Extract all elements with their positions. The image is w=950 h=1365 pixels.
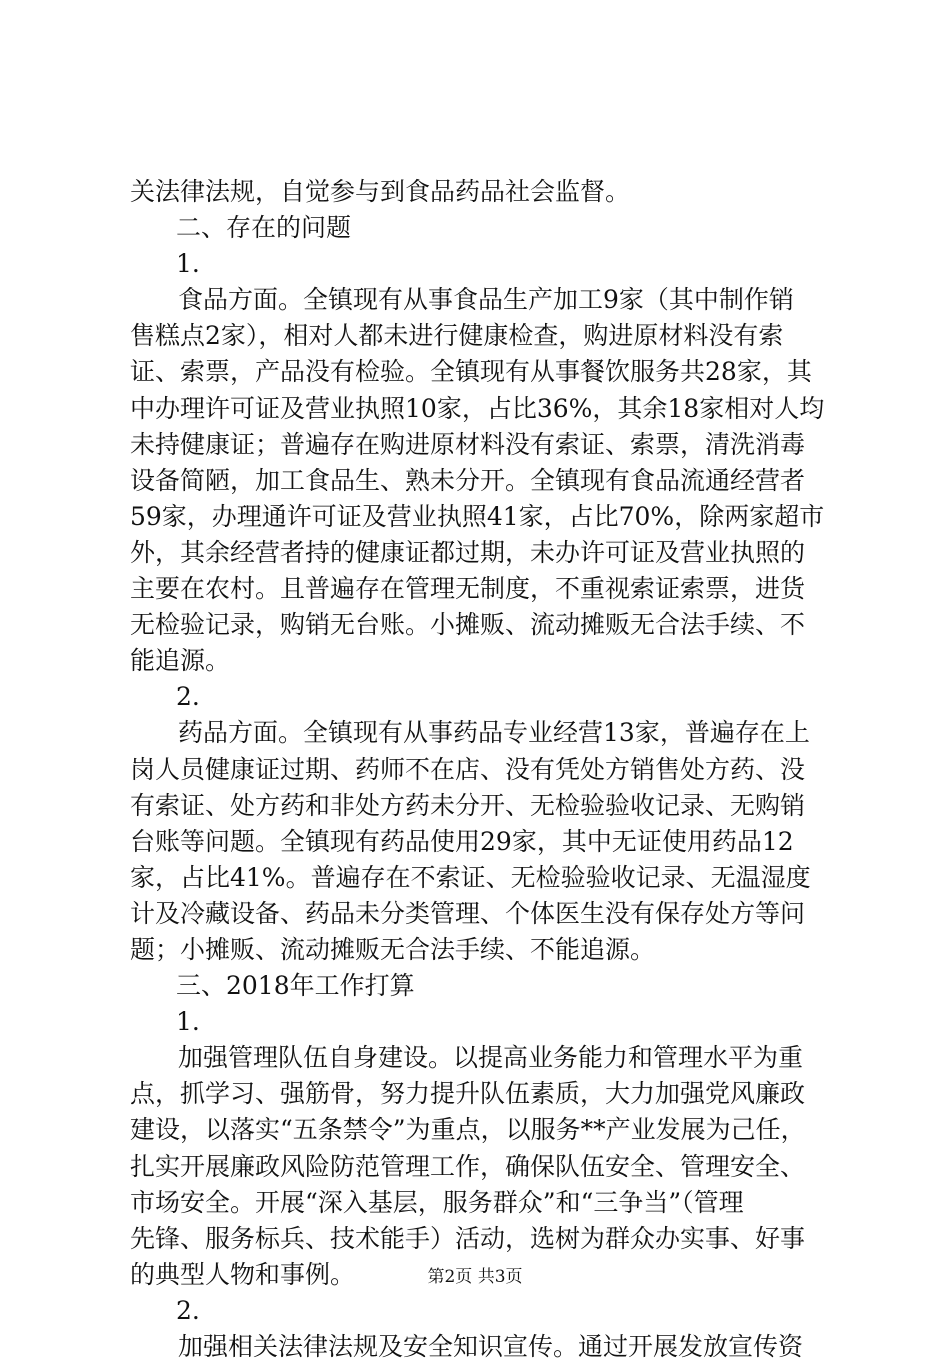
text-line: 能追源。 [130, 646, 231, 676]
text-line: 建设，以落实“五条禁令”为重点，以服务**产业发展为己任， [130, 1115, 806, 1145]
page-footer: 第2页 共3页 [427, 1267, 523, 1287]
text-line: 题；小摊贩、流动摊贩无合法手续、不能追源。 [130, 934, 656, 964]
text-line: 关法律法规，自觉参与到食品药品社会监督。 [130, 177, 631, 206]
text-line: 未持健康证；普遍存在购进原材料没有索证、索票，清洗消毒 [130, 429, 806, 459]
text-line: 台账等问题。全镇现有药品使用29家，其中无证使用药品12 [130, 826, 794, 856]
text-line: 2. [176, 1295, 200, 1325]
text-line: 1. [176, 249, 200, 279]
text-line: 设备简陋，加工食品生、熟未分开。全镇现有食品流通经营者 [130, 465, 806, 495]
text-line: 有索证、处方药和非处方药未分开、无检验验收记录、无购销 [130, 790, 806, 820]
text-line: 药品方面。全镇现有从事药品专业经营13家，普遍存在上 [178, 718, 810, 748]
document-body [130, 174, 835, 1365]
text-line: 扎实开展廉政风险防范管理工作，确保队伍安全、管理安全、 [130, 1151, 806, 1181]
text-line: 2. [176, 682, 200, 712]
text-line: 先锋、服务标兵、技术能手）活动，选树为群众办实事、好事 [130, 1223, 806, 1253]
text-line: 三、2018年工作打算 [176, 971, 415, 1001]
text-line: 59家，办理通许可证及营业执照41家，占比70%，除两家超市 [130, 501, 825, 531]
text-line: 中办理许可证及营业执照10家，占比36%，其余18家相对人均 [130, 393, 825, 423]
text-line: 市场安全。开展“深入基层，服务群众”和“三争当”（管理 [130, 1187, 744, 1217]
text-line: 点，抓学习、强筋骨，努力提升队伍素质，大力加强党风廉政 [130, 1079, 806, 1109]
text-line: 食品方面。全镇现有从事食品生产加工9家（其中制作销 [178, 285, 794, 315]
text-line: 的典型人物和事例。 [130, 1259, 356, 1289]
text-line: 二、存在的问题 [176, 213, 352, 243]
text-line: 售糕点2家），相对人都未进行健康检查，购进原材料没有索 [130, 321, 784, 351]
text-line: 加强管理队伍自身建设。以提高业务能力和管理水平为重 [178, 1043, 804, 1073]
text-line: 外，其余经营者持的健康证都过期，未办许可证及营业执照的 [130, 537, 806, 567]
text-line: 加强相关法律法规及安全知识宣传。通过开展发放宣传资 [178, 1332, 804, 1361]
text-line: 无检验记录，购销无台账。小摊贩、流动摊贩无合法手续、不 [130, 610, 806, 640]
text-line: 家，占比41%。普遍存在不索证、无检验验收记录、无温湿度 [130, 862, 811, 892]
text-line: 证、索票，产品没有检验。全镇现有从事餐饮服务共28家，其 [130, 357, 812, 387]
text-line: 计及冷藏设备、药品未分类管理、个体医生没有保存处方等问 [130, 898, 806, 928]
text-line: 主要在农村。且普遍存在管理无制度，不重视索证索票，进货 [130, 574, 806, 604]
text-line: 1. [176, 1007, 200, 1037]
text-line: 岗人员健康证过期、药师不在店、没有凭处方销售处方药、没 [130, 754, 806, 784]
